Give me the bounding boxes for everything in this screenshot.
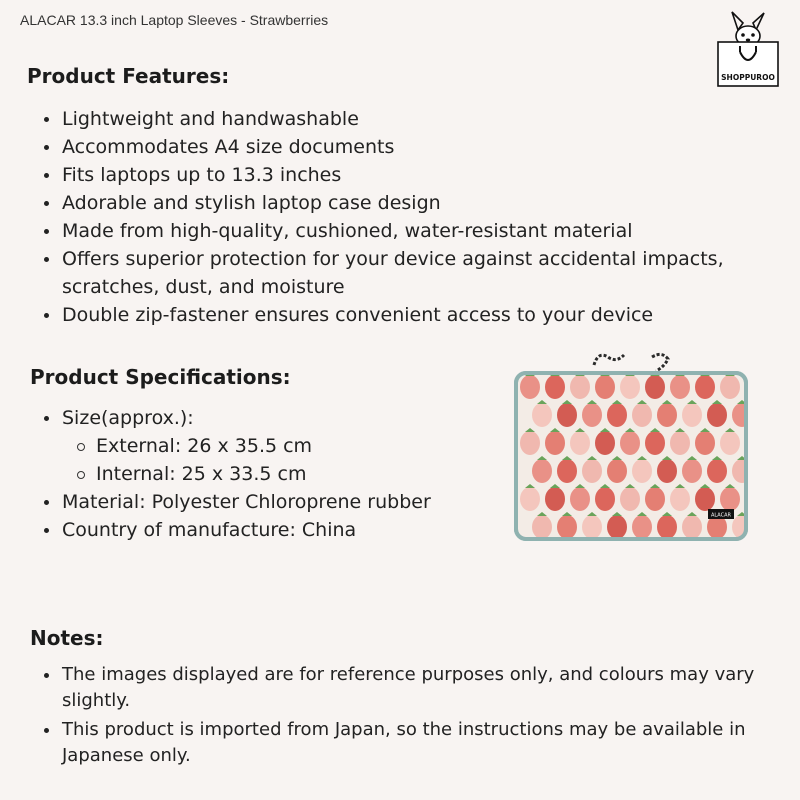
strawberry-pattern-icon (607, 515, 627, 539)
strawberry-pattern-icon (570, 431, 590, 455)
strawberry-pattern-icon (607, 403, 627, 427)
strawberry-pattern-icon (570, 487, 590, 511)
strawberry-pattern-icon (595, 375, 615, 399)
logo-text: SHOPPUROO (721, 73, 775, 82)
notes-heading: Notes: (30, 626, 104, 650)
strawberry-pattern-icon (570, 375, 590, 399)
strawberry-pattern-icon (595, 431, 615, 455)
strawberry-pattern-icon (645, 375, 665, 399)
strawberry-pattern-icon (682, 515, 702, 539)
strawberry-pattern-icon (645, 431, 665, 455)
strawberry-pattern-icon (532, 403, 552, 427)
strawberry-pattern-icon (645, 487, 665, 511)
feature-item: Adorable and stylish laptop case design (28, 189, 758, 217)
strawberry-pattern-icon (695, 487, 715, 511)
strawberry-pattern-icon (557, 459, 577, 483)
strawberry-pattern-icon (657, 403, 677, 427)
feature-item: Accommodates A4 size documents (28, 133, 758, 161)
strawberry-pattern-icon (595, 487, 615, 511)
laptop-sleeve-image (512, 345, 752, 545)
strawberry-pattern-icon (557, 403, 577, 427)
strawberry-pattern-icon (520, 375, 540, 399)
strawberry-pattern-icon (720, 375, 740, 399)
strawberry-pattern-icon (657, 515, 677, 539)
strawberry-pattern-icon (532, 459, 552, 483)
strawberry-pattern-icon (695, 431, 715, 455)
product-image (512, 345, 752, 545)
strawberry-pattern-icon (670, 487, 690, 511)
feature-item: Lightweight and handwashable (28, 105, 758, 133)
specs-heading: Product Specifications: (30, 365, 291, 389)
strawberry-pattern-icon (557, 515, 577, 539)
strawberry-pattern-icon (682, 403, 702, 427)
strawberry-pattern-icon (707, 459, 727, 483)
spec-country: Country of manufacture: China (28, 516, 498, 544)
feature-item: Offers superior protection for your device against accidental impacts, scratches, dust, and moisture (28, 245, 758, 301)
strawberry-pattern-icon (582, 459, 602, 483)
strawberry-pattern-icon (520, 431, 540, 455)
strawberry-pattern-icon (582, 403, 602, 427)
strawberry-pattern-icon (707, 403, 727, 427)
strawberry-pattern-icon (670, 375, 690, 399)
strawberry-pattern-icon (720, 487, 740, 511)
note-item: This product is imported from Japan, so the instructions may be available in Japanese only. (28, 717, 768, 769)
note-item: The images displayed are for reference purposes only, and colours may vary slightly. (28, 662, 768, 714)
strawberry-pattern-icon (720, 431, 740, 455)
features-heading: Product Features: (27, 64, 230, 88)
spec-external: External: 26 x 35.5 cm (62, 432, 498, 460)
strawberry-pattern-icon (620, 487, 640, 511)
strawberry-pattern-icon (682, 459, 702, 483)
strawberry-pattern-icon (607, 459, 627, 483)
strawberry-pattern-icon (732, 459, 752, 483)
kangaroo-bag-logo-icon (712, 8, 784, 90)
strawberry-pattern-icon (657, 459, 677, 483)
features-list (28, 105, 758, 329)
strawberry-pattern-icon (545, 431, 565, 455)
strawberry-pattern-icon (670, 431, 690, 455)
strawberry-pattern-icon (732, 403, 752, 427)
feature-item: Made from high-quality, cushioned, water-resistant material (28, 217, 758, 245)
spec-internal: Internal: 25 x 33.5 cm (62, 460, 498, 488)
spec-material: Material: Polyester Chloroprene rubber (28, 488, 498, 516)
shoppuroo-logo (712, 8, 784, 90)
spec-size-sublist (62, 432, 498, 488)
spec-size (28, 404, 498, 488)
strawberry-pattern-icon (632, 403, 652, 427)
feature-item: Fits laptops up to 13.3 inches (28, 161, 758, 189)
feature-item: Double zip-fastener ensures convenient access to your device (28, 301, 758, 329)
page-title: ALACAR 13.3 inch Laptop Sleeves - Strawberries (20, 12, 329, 28)
strawberry-pattern-icon (532, 515, 552, 539)
strawberry-pattern-icon (545, 487, 565, 511)
strawberry-pattern-icon (632, 515, 652, 539)
strawberry-pattern-icon (582, 515, 602, 539)
specs-list (28, 404, 498, 544)
strawberry-pattern-icon (620, 375, 640, 399)
strawberry-pattern-icon (620, 431, 640, 455)
brand-tag-text: ALACAR (710, 512, 732, 519)
strawberry-pattern-icon (545, 375, 565, 399)
strawberry-pattern-icon (632, 459, 652, 483)
notes-list (28, 662, 768, 769)
strawberry-pattern-icon (695, 375, 715, 399)
strawberry-pattern-icon (520, 487, 540, 511)
spec-size-label: Size(approx.): (62, 407, 194, 429)
